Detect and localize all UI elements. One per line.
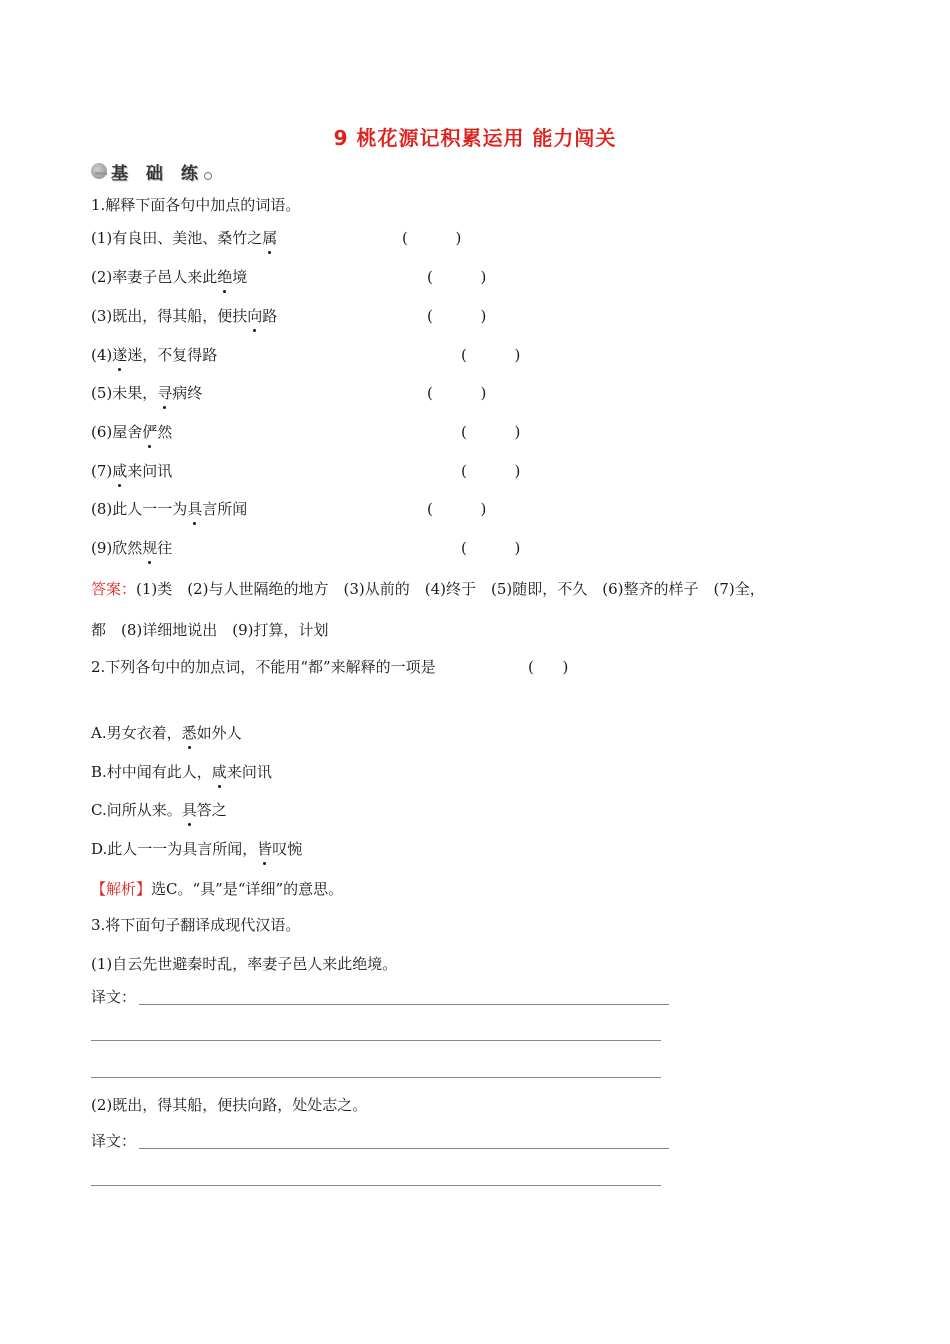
dotted-char: 皆 — [257, 840, 273, 858]
q1-item: (8)此人一一为具言所闻 — [91, 500, 248, 518]
answer-line[interactable] — [91, 1185, 661, 1186]
dotted-char: 具 — [187, 500, 203, 518]
dotted-char: 咸 — [112, 462, 128, 480]
q1-answer-cont: 都 (8)详细地说出 (9)打算，计划 — [91, 621, 329, 639]
answer-blank[interactable]: ( ) — [461, 462, 521, 480]
q2-stem: 2.下列各句中的加点词，不能用“都”来解释的一项是 — [91, 658, 436, 676]
q2-analysis: 【解析】选C。“具”是“详细”的意思。 — [91, 880, 344, 898]
q1-answer: 答案：(1)类 (2)与人世隔绝的地方 (3)从前的 (4)终于 (5)随即，不久 (6)整齐的样子 (7)全， — [91, 580, 765, 598]
q1-item: (7)咸来问讯 — [91, 462, 173, 480]
option-d[interactable]: D.此人一一为具言所闻，皆叹惋 — [91, 840, 303, 858]
dotted-char: 咸 — [211, 763, 227, 781]
answer-line[interactable] — [139, 1004, 669, 1005]
q1-item: (1)有良田、美池、桑竹之属 — [91, 229, 278, 247]
answer-line[interactable] — [91, 1077, 661, 1078]
translation-label: 译文： — [91, 988, 137, 1006]
badge-icon — [91, 163, 107, 179]
answer-line[interactable] — [91, 1040, 661, 1041]
q1-item: (6)屋舍俨然 — [91, 423, 173, 441]
answer-label: 答案： — [91, 580, 137, 598]
dotted-char: 规 — [142, 539, 158, 557]
dotted-char: 遂 — [112, 346, 128, 364]
answer-blank[interactable]: ( ) — [427, 384, 487, 402]
q1-stem: 1.解释下面各句中加点的词语。 — [91, 196, 301, 214]
q3-sentence-2: (2)既出，得其船，便扶向路，处处志之。 — [91, 1096, 368, 1114]
q1-item: (5)未果，寻病终 — [91, 384, 203, 402]
answer-blank[interactable]: ( ) — [427, 268, 487, 286]
translation-label: 译文： — [91, 1132, 137, 1150]
page-title: 9 桃花源记积累运用 能力闯关 — [333, 126, 617, 150]
q1-item: (4)遂迷，不复得路 — [91, 346, 218, 364]
q3-stem: 3.将下面句子翻译成现代汉语。 — [91, 916, 301, 934]
option-c[interactable]: C.问所从来。具答之 — [91, 801, 227, 819]
answer-blank[interactable]: ( ) — [427, 307, 487, 325]
dotted-char: 悉 — [181, 724, 197, 742]
analysis-label: 【解析】 — [91, 880, 152, 898]
q1-item: (2)率妻子邑人来此绝境 — [91, 268, 248, 286]
answer-blank[interactable]: ( ) — [427, 500, 487, 518]
q3-sentence-1: (1)自云先世避秦时乱，率妻子邑人来此绝境。 — [91, 955, 398, 973]
answer-blank[interactable]: ( ) — [528, 658, 569, 676]
q1-item: (9)欣然规往 — [91, 539, 173, 557]
dotted-char: 寻 — [157, 384, 173, 402]
badge-dot-icon — [204, 172, 212, 180]
answer-blank[interactable]: ( ) — [461, 423, 521, 441]
dotted-char: 向 — [247, 307, 263, 325]
option-b[interactable]: B.村中闻有此人，咸来问讯 — [91, 763, 272, 781]
dotted-char: 具 — [181, 801, 197, 819]
answer-blank[interactable]: ( ) — [461, 346, 521, 364]
answer-line[interactable] — [139, 1148, 669, 1149]
dotted-char: 属 — [262, 229, 278, 247]
answer-blank[interactable]: ( ) — [461, 539, 521, 557]
dotted-char: 俨 — [142, 423, 158, 441]
section-badge — [91, 160, 212, 182]
option-a[interactable]: A.男女衣着，悉如外人 — [91, 724, 242, 742]
q1-item: (3)既出，得其船，便扶向路 — [91, 307, 278, 325]
section-label: 基 础 练 — [111, 163, 204, 184]
dotted-char: 绝 — [217, 268, 233, 286]
answer-blank[interactable]: ( ) — [402, 229, 462, 247]
